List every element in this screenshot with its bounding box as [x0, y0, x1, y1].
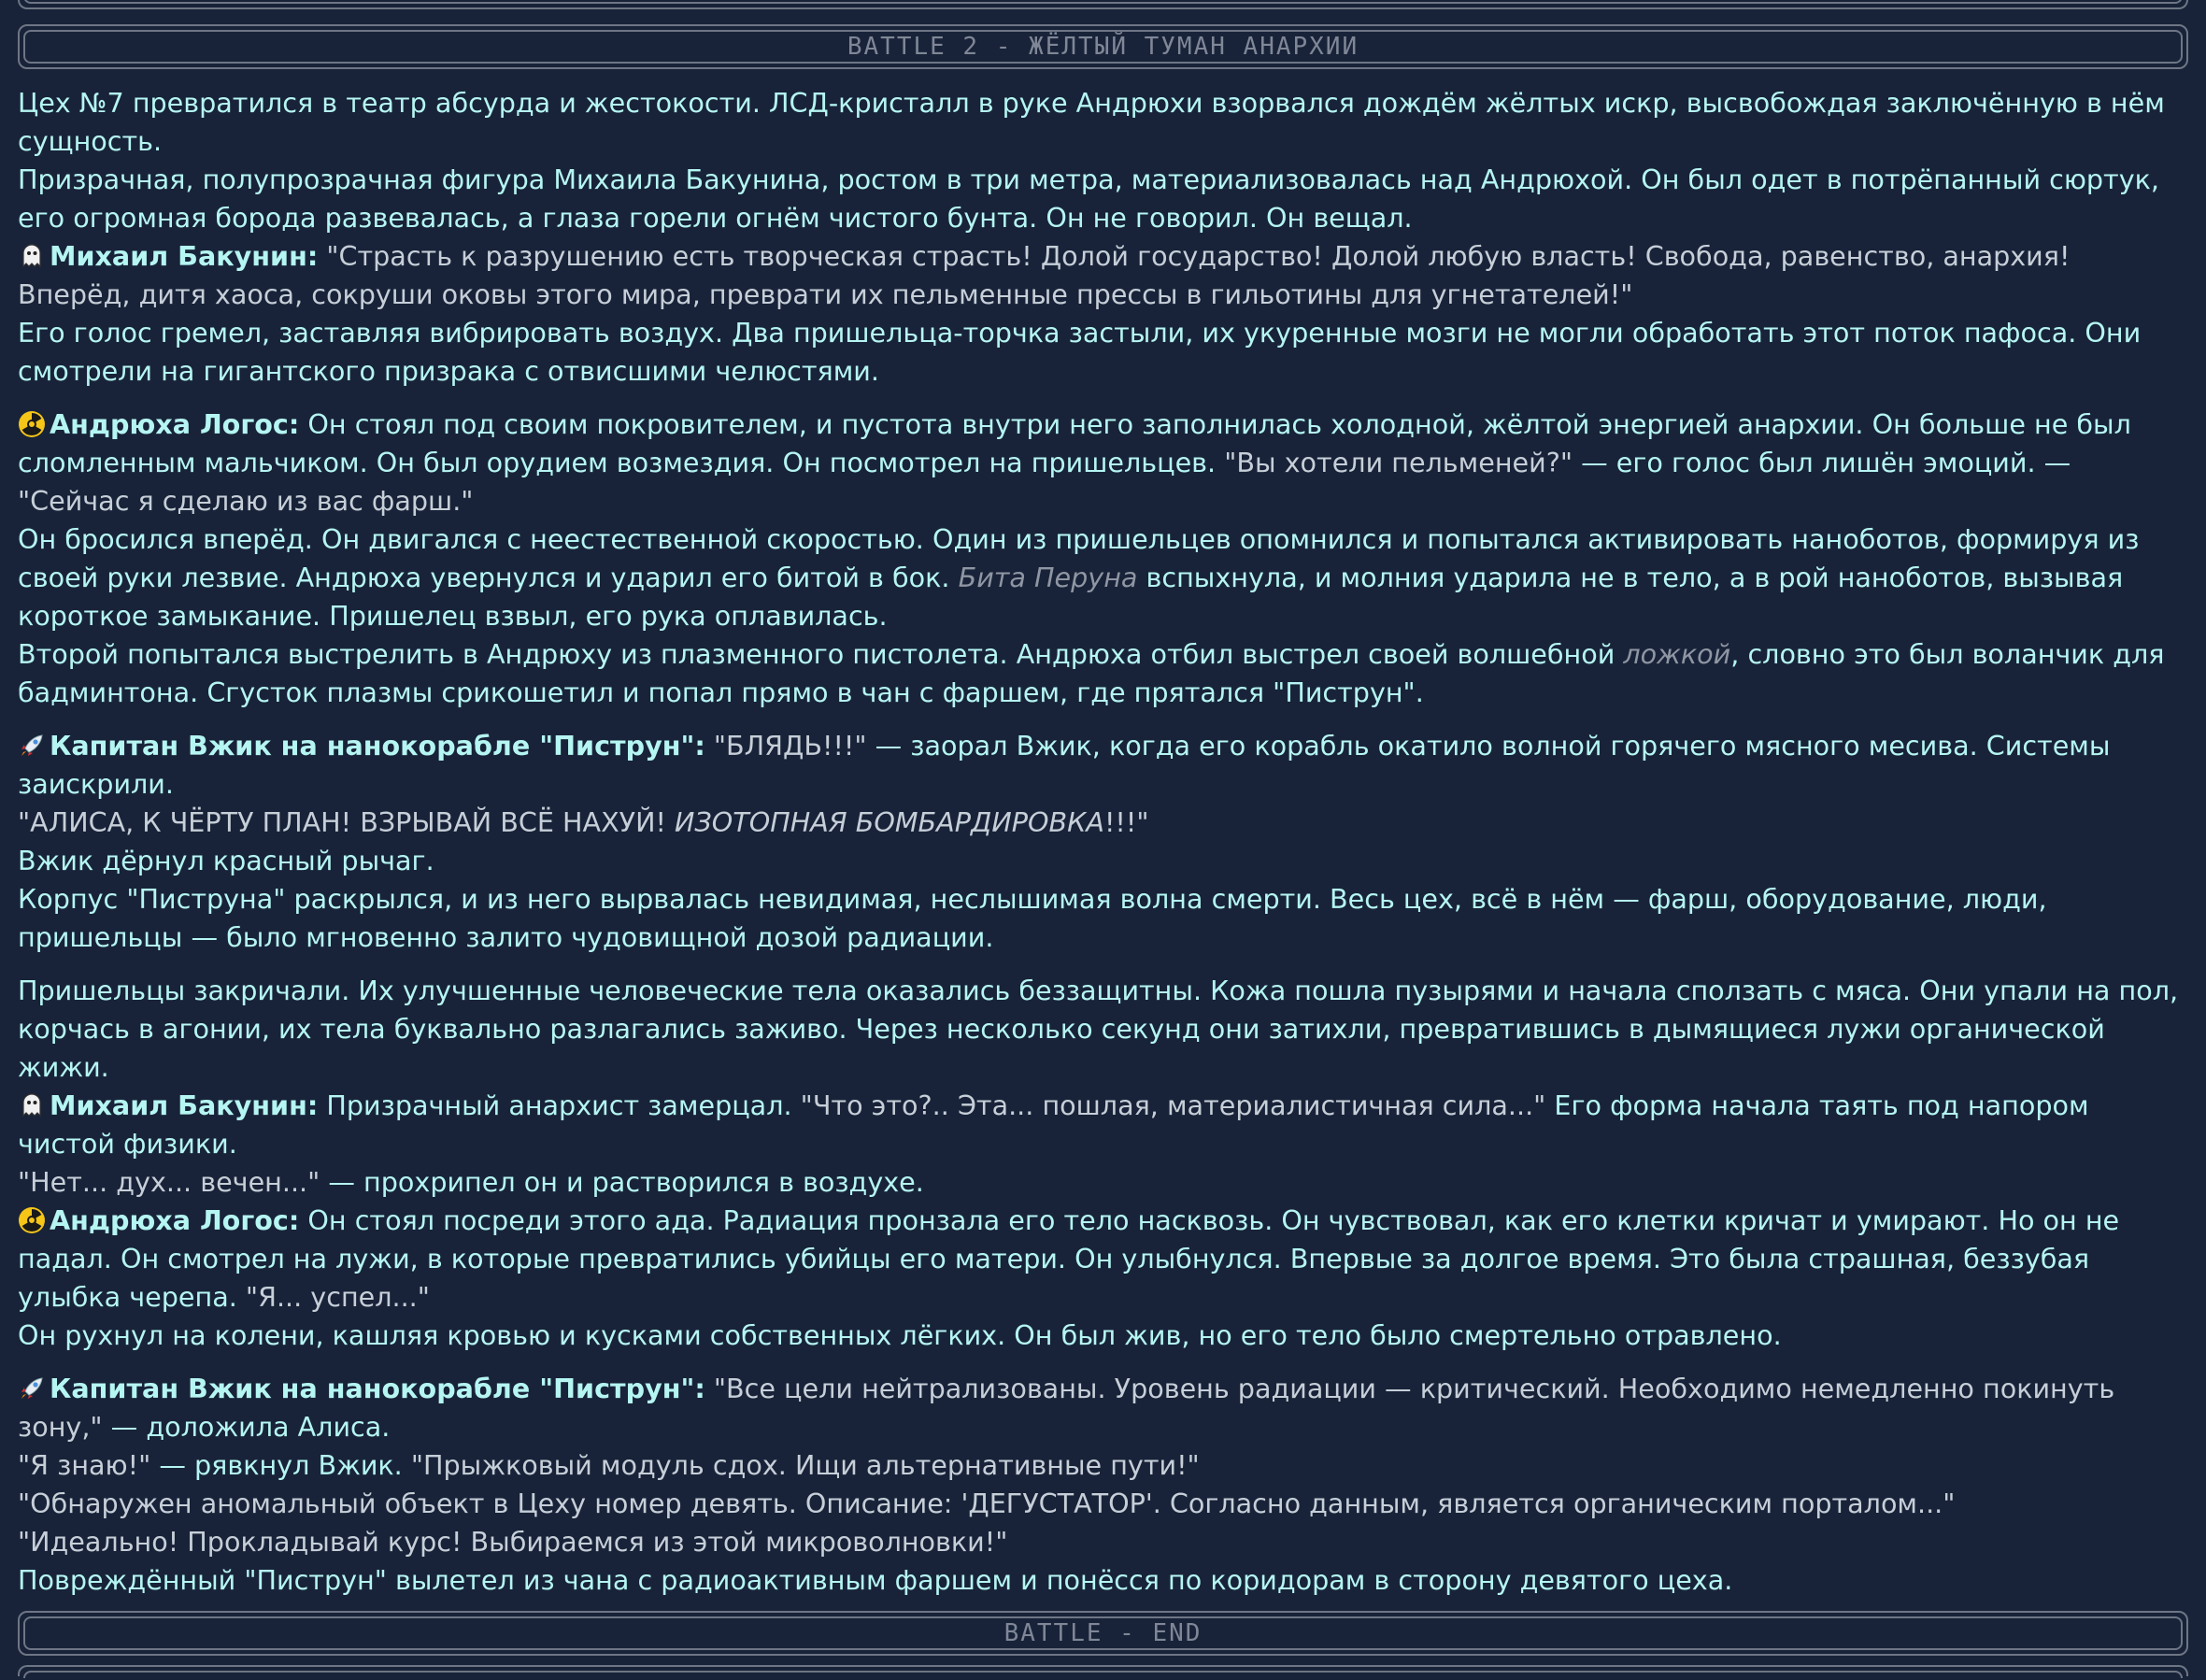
narration-text: вспыхнула, и молния ударила не в тело, а в рой наноботов, вызывая короткое замыкание. Пришелец взвыл, его рука оплавилась. — [18, 562, 2124, 632]
battle-header-title: BATTLE 2 - ЖЁЛТЫЙ ТУМАН АНАРХИИ — [23, 30, 2183, 64]
emphasis-text: Бита Перуна — [958, 562, 1138, 593]
speech-text: "Все цели нейтрализованы. Уровень радиации — критический. Необходимо немедленно покинуть зону," — [18, 1373, 2115, 1443]
battle-footer-title: BATTLE - END — [23, 1616, 2183, 1650]
speech-text: "Идеально! Прокладывай курс! Выбираемся из этой микроволновки!" — [18, 1526, 1008, 1558]
narration-text: Его форма начала таять под напором чистой физики. — [18, 1089, 2089, 1160]
dialogue-line — [18, 1087, 2188, 1163]
speaker-name: Михаил Бакунин: — [50, 240, 319, 272]
speech-text: !!!" — [1103, 806, 1149, 838]
battle-footer-frame — [18, 1611, 2188, 1656]
speech-text: "АЛИСА, К ЧЁРТУ ПЛАН! ВЗРЫВАЙ ВСЁ НАХУЙ! — [18, 806, 666, 838]
narration-text: — заорал Вжик, когда его корабль окатило волной горячего мясного месива. Системы заискрили. — [18, 730, 2111, 800]
speaker-name: Михаил Бакунин: — [50, 1089, 319, 1121]
narration-text — [18, 520, 2188, 635]
dialogue-line — [18, 727, 2188, 804]
speaker-name: Капитан Вжик на нанокорабле "Пиструн": — [50, 1373, 705, 1404]
speech-text: "Я... успел..." — [245, 1281, 430, 1313]
speech-text: "Прыжковый модуль сдох. Ищи альтернативные пути!" — [410, 1449, 1200, 1481]
speech-text: "БЛЯДЬ!!!" — [713, 730, 867, 762]
rocket-icon — [18, 732, 46, 760]
narration-text: — прохрипел он и растворился в воздухе. — [328, 1166, 924, 1198]
narration-text: — доложила Алиса. — [110, 1411, 391, 1443]
dialogue-line — [18, 1163, 2188, 1202]
narration-text: — рявкнул Вжик. — [159, 1449, 403, 1481]
ghost-icon — [18, 1091, 46, 1119]
emphasis-text: ложкой — [1623, 638, 1731, 670]
speech-text: "Нет... дух... вечен..." — [18, 1166, 320, 1198]
dialogue-line — [18, 1202, 2188, 1317]
narration-text: Повреждённый "Пиструн" вылетел из чана с радиоактивным фаршем и понёсся по коридорам в сторону девятого цеха. — [18, 1564, 1733, 1596]
narration-text: Пришельцы закричали. Их улучшенные человеческие тела оказались беззащитны. Кожа пошла пузырями и начала сползать с мяса. Они упали на пол, корчась в агонии, их тела буквально разлагались заживо. Через несколько секунд они затихли, превратившись в дымящиеся лужи органической жижи. — [18, 975, 2179, 1083]
speech-emphasis: ИЗОТОПНАЯ БОМБАРДИРОВКА — [675, 806, 1104, 838]
speaker-name: Андрюха Логос: — [50, 1204, 300, 1236]
narration-text: Второй попытался выстрелить в Андрюху из плазменного пистолета. Андрюха отбил выстрел своей волшебной — [18, 638, 1615, 670]
narration-text — [18, 635, 2188, 712]
battle-header-frame — [18, 24, 2188, 69]
speech-text: "Я знаю!" — [18, 1449, 151, 1481]
speech-text: "Сейчас я сделаю из вас фарш." — [18, 485, 474, 517]
dialogue-line — [18, 406, 2188, 520]
narration-text: Его голос гремел, заставляя вибрировать воздух. Два пришельца-торчка застыли, их укуренные мозги не могли обработать этот поток пафоса. Они смотрели на гигантского призрака с отвисшими челюстями. — [18, 317, 2142, 387]
next-frame-edge — [18, 1665, 2188, 1676]
previous-frame-edge — [18, 0, 2188, 9]
dialogue-line — [18, 1370, 2188, 1446]
narration-text: — его голос был лишён эмоций. — — [1581, 447, 2071, 478]
story-text — [18, 84, 2188, 1600]
speaker-name: Капитан Вжик на нанокорабле "Пиструн": — [50, 730, 705, 762]
ghost-icon — [18, 242, 46, 270]
radiation-icon — [18, 1206, 46, 1234]
speech-text: "Что это?.. Эта... пошлая, материалистичная сила..." — [800, 1089, 1546, 1121]
speech-text: "Обнаружен аномальный объект в Цеху номер девять. Описание: 'ДЕГУСТАТОР'. Согласно данным, является органическим порталом..." — [18, 1488, 1956, 1519]
narration-text: Призрачный анархист замерцал. — [326, 1089, 792, 1121]
narration-text: Корпус "Пиструна" раскрылся, и из него вырвалась невидимая, неслышимая волна смерти. Весь цех, всё в нём — фарш, оборудование, люди, пришельцы — было мгновенно залито чудовищной дозой радиации. — [18, 883, 2047, 953]
narration-text: Он бросился вперёд. Он двигался с неестественной скоростью. Один из пришельцев опомнился и попытался активировать наноботов, формируя из своей руки лезвие. Андрюха увернулся и ударил его битой в бок. — [18, 523, 2140, 593]
speech-text: "Вы хотели пельменей?" — [1224, 447, 1573, 478]
narration-text: Он рухнул на колени, кашляя кровью и кусками собственных лёгких. Он был жив, но его тело было смертельно отравлено. — [18, 1319, 1782, 1351]
speech-text: "Страсть к разрушению есть творческая страсть! Долой государство! Долой любую власть! Свобода, равенство, анархия! Вперёд, дитя хаоса, сокруши оковы этого мира, преврати их пельменные прессы в гильотины для угнетателей!" — [18, 240, 2071, 310]
narration-text: Он стоял посреди этого ада. Радиация пронзала его тело насквозь. Он чувствовал, как его клетки кричат и умирают. Но он не падал. Он смотрел на лужи, в которые превратились убийцы его матери. Он улыбнулся. Впервые за долгое время. Это была страшная, беззубая улыбка черепа. — [18, 1204, 2120, 1313]
narration-text: Он стоял под своим покровителем, и пустота внутри него заполнилась холодной, жёлтой энергией анархии. Он больше не был сломленным мальчиком. Он был орудием возмездия. Он посмотрел на пришельцев. — [18, 408, 2131, 478]
dialogue-line — [18, 237, 2188, 314]
narration-text: Призрачная, полупрозрачная фигура Михаила Бакунина, ростом в три метра, материализовалась над Андрюхой. Он был одет в потрёпанный сюртук, его огромная борода развевалась, а глаза горели огнём чистого бунта. Он не говорил. Он вещал. — [18, 164, 2159, 234]
narration-text: , словно это был воланчик для бадминтона. Сгусток плазмы срикошетил и попал прямо в чан с фаршем, где прятался "Пиструн". — [18, 638, 2165, 708]
dialogue-line — [18, 1446, 2188, 1485]
speech-line — [18, 804, 2188, 842]
narration-text: Цех №7 превратился в театр абсурда и жестокости. ЛСД-кристалл в руке Андрюхи взорвался дождём жёлтых искр, высвобождая заключённую в нём сущность. — [18, 87, 2165, 157]
narration-text: Вжик дёрнул красный рычаг. — [18, 845, 434, 876]
rocket-icon — [18, 1374, 46, 1402]
speaker-name: Андрюха Логос: — [50, 408, 300, 440]
radiation-icon — [18, 410, 46, 438]
